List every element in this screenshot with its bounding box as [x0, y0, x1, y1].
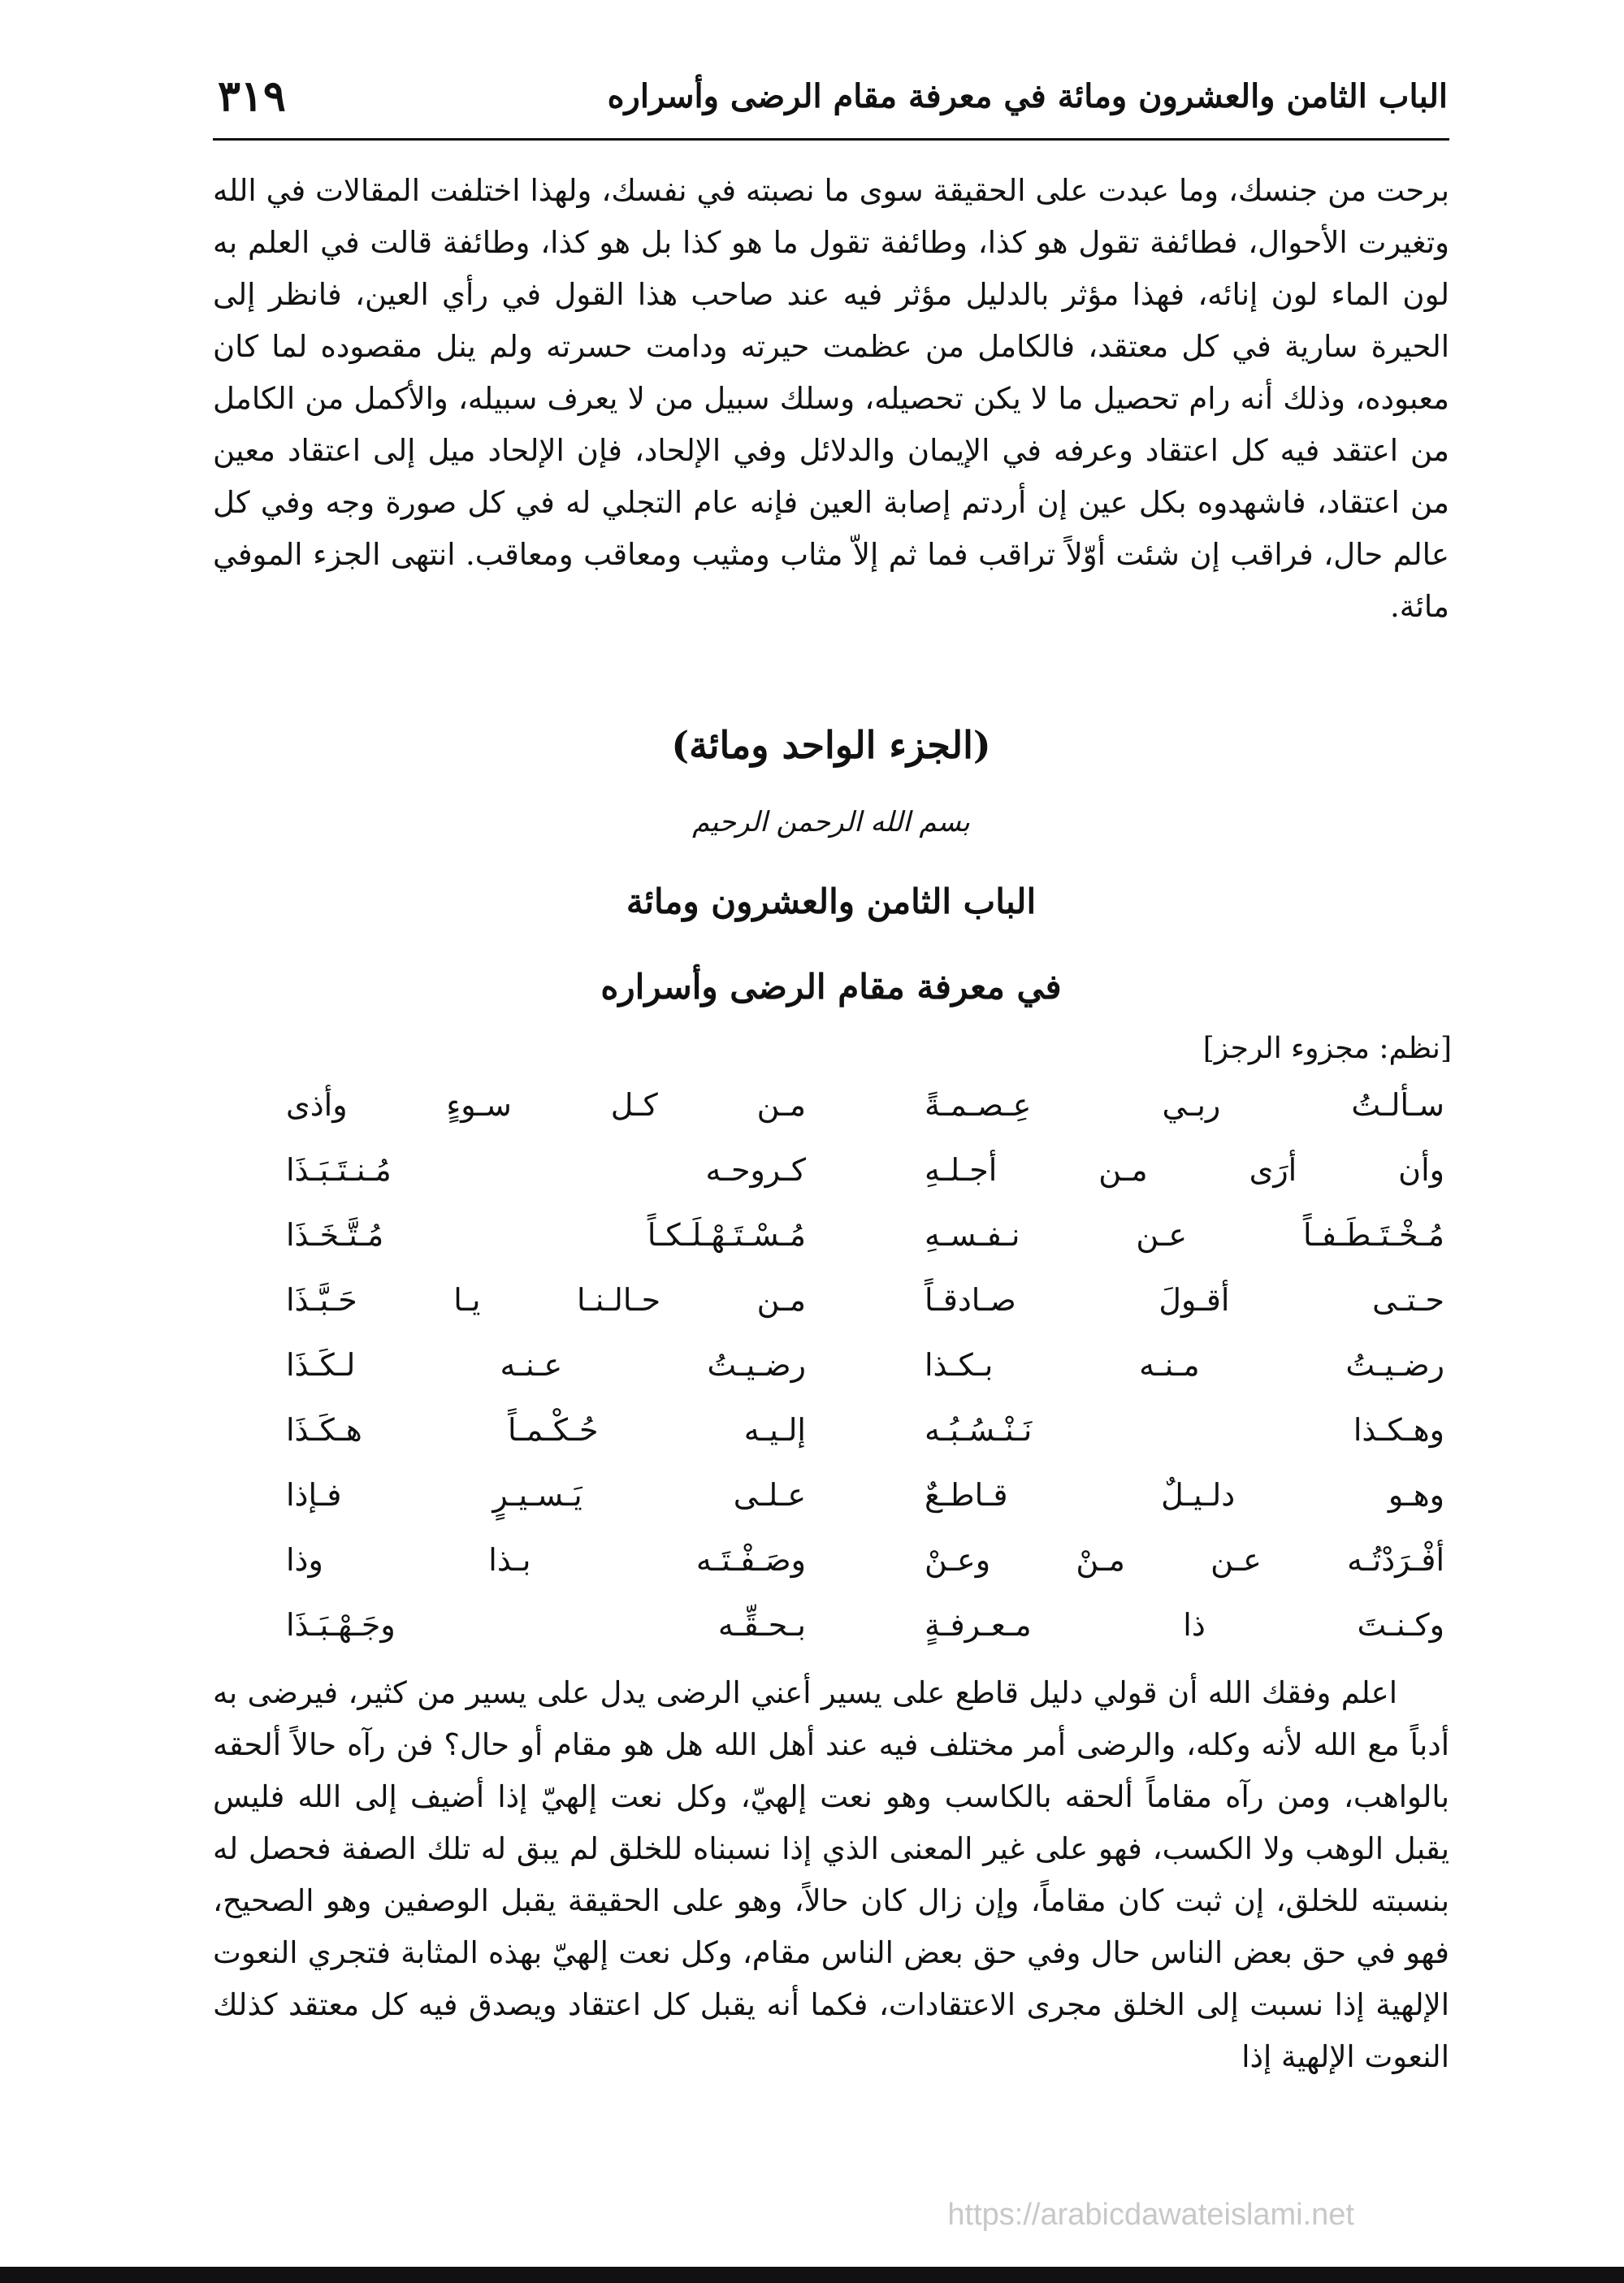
verse-row — [213, 1607, 1449, 1672]
chapter-subtitle: في معرفة مقام الرضى وأسراره — [600, 967, 1062, 1007]
scan-border — [0, 2267, 1624, 2283]
chapter-title: الباب الثامن والعشرون ومائة — [626, 882, 1037, 921]
paragraph-text: اعلم وفقك الله أن قولي دليل قاطع على يسير أعني الرضى يدل على يسير من كثير، فيرضى به أدباً مع الله لأنه وكله، والرضى أمر مختلف فيه عند أهل الله هل هو مقام أو حال؟ فن رآه حالاً ألحقه بالواهب، ومن رآه مقاماً ألحقه بالكاسب وهو نعت إلهيّ، وكل نعت إلهيّ إذا أضيف إلى الله فليس يقبل الوهب ولا الكسب، فهو على غير المعنى الذي إذا نسبناه للخلق لم يبق له تلك الصفة فحصل له بنسبته للخلق، إن ثبت كان مقاماً، وإن زال كان حالاً، وهو على الحقيقة يقبل الوصفين وهو الصحيح، فهو في حق بعض الناس حال وفي حق بعض الناس مقام، وكل نعت إلهيّ بهذه المثابة فتجري النعوت الإلهية إذا نسبت إلى الخلق مجرى الاعتقادات، فكما أنه يقبل كل اعتقاد ويصدق فيه كل معتقد كذلك النعوت الإلهية إذا — [213, 1675, 1449, 2074]
second-hemistich: وصَـفْـتَـه بـذا وذا — [286, 1542, 806, 1578]
verse-row — [213, 1282, 1449, 1347]
part-title: (الجزء الواحد ومائة) — [671, 723, 991, 767]
verse-row — [213, 1412, 1449, 1477]
header-title: الباب الثامن والعشرون ومائة في معرفة مقام الرضى وأسراره — [607, 76, 1448, 115]
second-hemistich: مُـسْـتَـهْـلَـكـاً مُـتَّـخَـذَا — [286, 1217, 806, 1253]
first-hemistich: أفْـرَدْتُـه عـن مـنْ وعـنْ — [925, 1542, 1444, 1578]
second-hemistich: إلـيـه حُـكْـمـاً هـكَـذَا — [286, 1412, 806, 1448]
first-hemistich: وكـنـتَ ذا مـعـرفـةٍ — [925, 1607, 1444, 1643]
running-header — [218, 63, 1448, 128]
meter-note: [نظم: مجزوء الرجز] — [1202, 1032, 1452, 1065]
first-hemistich: مُـخْـتَـطَـفـاً عـن نـفـسـهِ — [925, 1217, 1444, 1253]
verse-row — [213, 1542, 1449, 1607]
first-hemistich: وأن أرَى مـن أجـلـهِ — [925, 1152, 1444, 1188]
second-hemistich: كـروحـه مُـنـتَـبَـذَا — [286, 1152, 806, 1188]
first-hemistich: وهـو دلـيـلٌ قـاطـعٌ — [925, 1477, 1444, 1513]
second-hemistich: مـن كـل سـوءٍ وأذى — [286, 1087, 806, 1123]
page-number: ٣١٩ — [218, 71, 286, 121]
second-hemistich: مـن حـالـنـا يـا حَـبَّـذَا — [286, 1282, 806, 1318]
source-watermark: https://arabicdawateislami.net — [947, 2198, 1354, 2232]
first-hemistich: سـألـتُ ربـي عِـصـمـةً — [925, 1087, 1444, 1123]
second-hemistich: بـحـقِّـه وجَـهْـبَـذَا — [286, 1607, 806, 1643]
second-hemistich: رضـيـتُ عـنـه لـكَـذَا — [286, 1347, 806, 1383]
second-hemistich: عـلـى يَـسـيـرٍ فـإذا — [286, 1477, 806, 1513]
verse-row — [213, 1087, 1449, 1152]
first-hemistich: رضـيـتُ مـنـه بـكـذا — [925, 1347, 1444, 1383]
header-rule — [213, 138, 1449, 141]
verse-row — [213, 1477, 1449, 1542]
first-hemistich: حـتـى أقـولَ صـادقـاً — [925, 1282, 1444, 1318]
verse-row — [213, 1347, 1449, 1412]
commentary-paragraph — [213, 1667, 1449, 2083]
first-hemistich: وهـكـذا نَـنْـسُـبُـه — [925, 1412, 1444, 1448]
opening-paragraph — [213, 165, 1449, 633]
basmala-calligraphy: بسم الله الرحمن الرحيم — [692, 806, 970, 838]
verse-row — [213, 1152, 1449, 1217]
paragraph-text: برحت من جنسك، وما عبدت على الحقيقة سوى ما نصبته في نفسك، ولهذا اختلفت المقالات في الله وتغيرت الأحوال، فطائفة تقول هو كذا، وطائفة تقول ما هو كذا بل هو كذا، وطائفة قالت في العلم به لون الماء لون إنائه، فهذا مؤثر بالدليل مؤثر فيه عند صاحب هذا القول في رأي العين، فانظر إلى الحيرة سارية في كل معتقد، فالكامل من عظمت حيرته ودامت حسرته ولم ينل مقصوده لما كان معبوده، وذلك أنه رام تحصيل ما لا يكن تحصيله، وسلك سبيل من لا يعرف سبيله، والأكمل من الكامل من اعتقد فيه كل اعتقاد وعرفه في الإيمان والدلائل وفي الإلحاد، فإن الإلحاد ميل إلى اعتقاد معين من اعتقاد، فاشهدوه بكل عين إن أردتم إصابة العين فإنه عام التجلي له في كل صورة وجه وفي كل عالم حال، فراقب إن شئت أوّلاً تراقب فما ثم إلاّ مثاب ومثيب ومعاقب ومعاقب. انتهى الجزء الموفي مائة. — [213, 173, 1449, 624]
verse-row — [213, 1217, 1449, 1282]
